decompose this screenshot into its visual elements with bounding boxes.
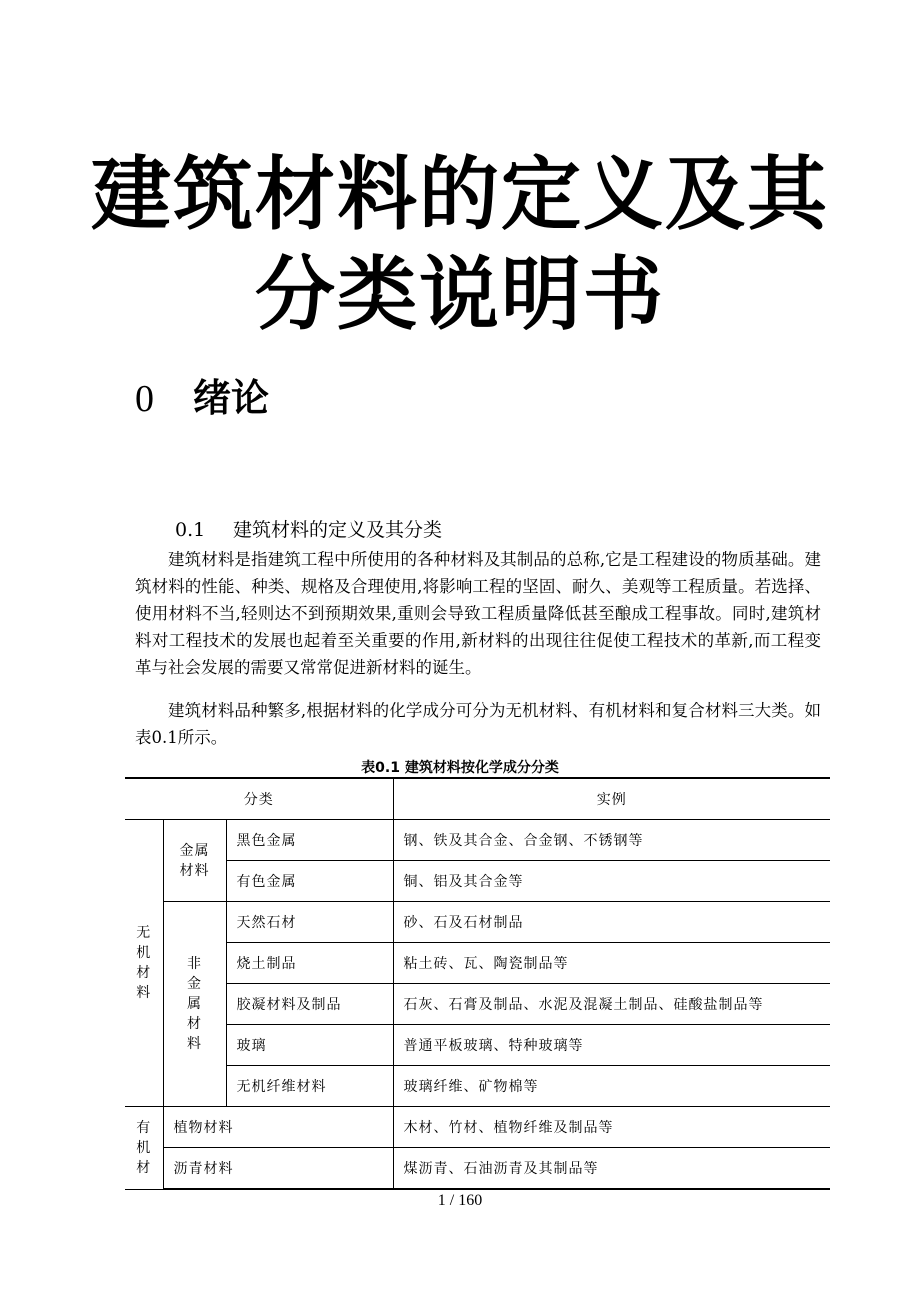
table-row xyxy=(125,1148,830,1190)
chapter-heading xyxy=(135,367,269,422)
material-name: 沥青材料 xyxy=(163,1148,393,1190)
table-row xyxy=(125,1107,830,1148)
subgroup-metal: 金属 材料 xyxy=(163,820,226,902)
section-heading xyxy=(175,515,442,542)
material-example: 煤沥青、石油沥青及其制品等 xyxy=(393,1148,830,1190)
material-name: 有色金属 xyxy=(226,861,393,902)
header-examples: 实例 xyxy=(393,778,830,820)
material-example: 钢、铁及其合金、合金钢、不锈钢等 xyxy=(393,820,830,861)
chapter-number: 0 xyxy=(135,378,154,420)
table-row xyxy=(125,984,830,1025)
table-row xyxy=(125,861,830,902)
document-title-line-2: 分类说明书 xyxy=(255,248,665,341)
group-organic: 有 机 材 xyxy=(125,1107,163,1190)
table-row xyxy=(125,1066,830,1107)
document-title-line-1: 建筑材料的定义及其 xyxy=(91,148,829,241)
section-number: 0.1 xyxy=(175,519,206,541)
chapter-title: 绪论 xyxy=(193,376,270,420)
table-row xyxy=(125,943,830,984)
table-row xyxy=(125,1025,830,1066)
body-paragraph: 建筑材料是指建筑工程中所使用的各种材料及其制品的总称,它是工程建设的物质基础。建筑材料的性能、种类、规格及合理使用,将影响工程的坚固、耐久、美观等工程质量。若选择、使用材料不当,轻则达不到预期效果,重则会导致工程质量降低甚至酿成工程事故。同时,建筑材料对工程技术的发展也起着至关重要的作用,新材料的出现往往促使工程技术的革新,而工程变革与社会发展的需要又常常促进新材料的诞生。 xyxy=(135,550,821,677)
material-name: 玻璃 xyxy=(226,1025,393,1066)
material-name: 胶凝材料及制品 xyxy=(226,984,393,1025)
material-name: 烧土制品 xyxy=(226,943,393,984)
material-name: 无机纤维材料 xyxy=(226,1066,393,1107)
material-name: 天然石材 xyxy=(226,902,393,943)
table-row xyxy=(125,820,830,861)
section-title: 建筑材料的定义及其分类 xyxy=(233,519,443,541)
material-example: 粘土砖、瓦、陶瓷制品等 xyxy=(393,943,830,984)
material-example: 铜、铝及其合金等 xyxy=(393,861,830,902)
material-example: 木材、竹材、植物纤维及制品等 xyxy=(393,1107,830,1148)
table-caption: 表0.1 建筑材料按化学成分分类 xyxy=(361,760,559,776)
group-inorganic: 无 机 材 料 xyxy=(125,820,163,1107)
material-example: 普通平板玻璃、特种玻璃等 xyxy=(393,1025,830,1066)
page-number: 1 / 160 xyxy=(437,1192,483,1209)
table-header-row xyxy=(125,778,830,820)
subgroup-nonmetal: 非 金 属 材 料 xyxy=(163,902,226,1107)
material-name: 黑色金属 xyxy=(226,820,393,861)
table-row xyxy=(125,902,830,943)
material-example: 玻璃纤维、矿物棉等 xyxy=(393,1066,830,1107)
material-name: 植物材料 xyxy=(163,1107,393,1148)
material-example: 砂、石及石材制品 xyxy=(393,902,830,943)
material-example: 石灰、石膏及制品、水泥及混凝土制品、硅酸盐制品等 xyxy=(393,984,830,1025)
body-paragraph: 建筑材料品种繁多,根据材料的化学成分可分为无机材料、有机材料和复合材料三大类。如表0.1所示。 xyxy=(135,701,821,747)
header-category: 分类 xyxy=(125,778,393,820)
classification-table xyxy=(125,777,830,1190)
